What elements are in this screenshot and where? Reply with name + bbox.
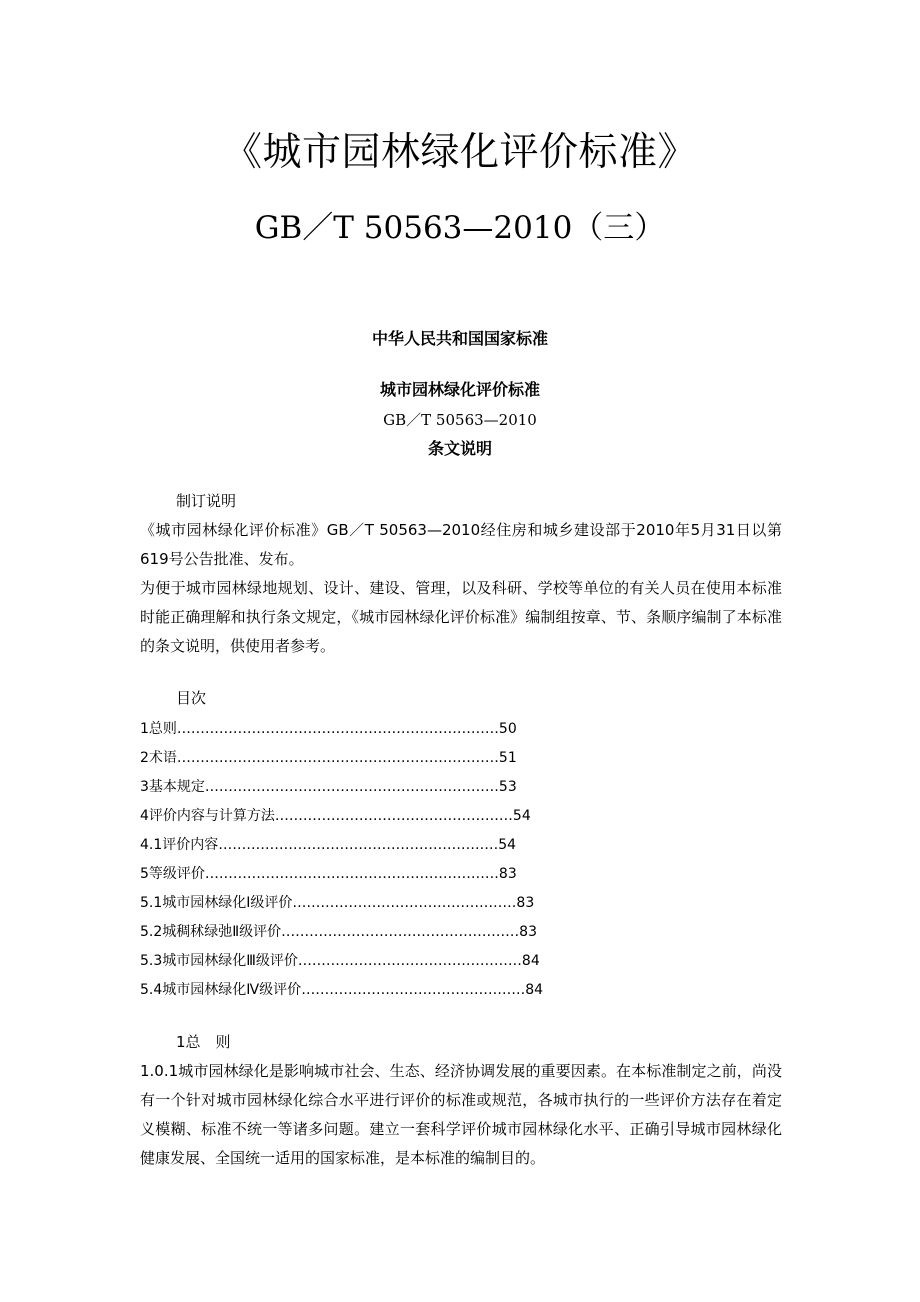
toc-leader-dots: ………………………………………… — [297, 953, 522, 969]
toc-item-page: 50 — [498, 721, 517, 737]
toc-item-label: 2术语 — [140, 750, 177, 766]
toc-item-label: 1总则 — [140, 721, 177, 737]
toc-item-page: 83 — [516, 895, 535, 911]
standard-name: 城市园林绿化评价标准 — [379, 380, 540, 399]
toc-item-page: 53 — [498, 779, 517, 795]
toc-item[interactable] — [140, 715, 600, 744]
toc-item-label: 5.4城市园林绿化Ⅳ级评价 — [140, 982, 302, 998]
toc-item[interactable] — [140, 947, 600, 976]
chapter1-paragraph: 1.0.1城市园林绿化是影响城市社会、生态、经济协调发展的重要因素。在本标准制定之前，尚没有一个针对城市园林绿化综合水平进行评价的标准或规范，各城市执行的一些评价方法存在着定义模糊、标准不统一等诸多问题。建立一套科学评价城市园林绿化水平、正确引导城市园林绿化健康发展、全国统一适用的国家标准，是本标准的编制目的。 — [140, 1062, 782, 1167]
toc-item-label: 5等级评价 — [140, 866, 205, 882]
toc-item-page: 83 — [498, 866, 517, 882]
toc-leader-dots: …………………………………………………………… — [176, 721, 499, 737]
document-subtitle: GB／T 50563—2010（三） — [254, 210, 666, 246]
toc-item-page: 54 — [498, 837, 517, 853]
standard-number: GB／T 50563—2010 — [383, 411, 537, 429]
toc-item-page: 51 — [498, 750, 517, 766]
toc-item-page: 84 — [525, 982, 544, 998]
toc-leader-dots: …………………………………………… — [281, 924, 520, 940]
toc-item-label: 3基本规定 — [140, 779, 205, 795]
toc-item[interactable] — [140, 918, 600, 947]
table-of-contents — [140, 715, 600, 1005]
doc-type-heading: 条文说明 — [427, 439, 492, 458]
toc-heading: 目次 — [176, 689, 207, 707]
toc-item[interactable] — [140, 976, 600, 1005]
toc-item[interactable] — [140, 744, 600, 773]
toc-leader-dots: ………………………………………… — [301, 982, 526, 998]
toc-leader-dots: …………………………………………… — [274, 808, 513, 824]
issuer-heading: 中华人民共和国国家标准 — [371, 329, 548, 348]
document-title: 《城市园林绿化评价标准》 — [222, 130, 697, 175]
toc-leader-dots: ……………………………………………………… — [204, 866, 499, 882]
toc-leader-dots: ………………………………………… — [292, 895, 517, 911]
chapter1-heading: 1总 则 — [176, 1033, 231, 1051]
toc-leader-dots: ……………………………………………………… — [204, 779, 499, 795]
toc-leader-dots: …………………………………………………… — [218, 837, 499, 853]
revision-paragraph-2: 为便于城市园林绿地规划、设计、建设、管理，以及科研、学校等单位的有关人员在使用本标准时能正确理解和执行条文规定，《城市园林绿化评价标准》编制组按章、节、条顺序编制了本标准的条文说明，供使用者参考。 — [140, 579, 782, 655]
toc-item-label: 5.2城稠秫绿弛Ⅱ级评价 — [140, 924, 282, 940]
toc-item-page: 54 — [512, 808, 531, 824]
toc-item-label: 4.1评价内容 — [140, 837, 219, 853]
toc-item[interactable] — [140, 860, 600, 889]
toc-item-page: 83 — [519, 924, 537, 940]
revision-heading: 制订说明 — [176, 492, 237, 510]
toc-item[interactable] — [140, 802, 600, 831]
toc-item-page: 84 — [521, 953, 540, 969]
toc-leader-dots: …………………………………………………………… — [176, 750, 499, 766]
toc-item-label: 5.1城市园林绿化Ⅰ级评价 — [140, 895, 293, 911]
toc-item[interactable] — [140, 889, 600, 918]
toc-item-label: 4评价内容与计算方法 — [140, 808, 275, 824]
revision-paragraph-1: 《城市园林绿化评价标准》GB／T 50563—2010经住房和城乡建设部于2010年5月31日以第619号公告批准、发布。 — [140, 521, 782, 568]
toc-item[interactable] — [140, 831, 600, 860]
toc-item[interactable] — [140, 773, 600, 802]
toc-item-label: 5.3城市园林绿化Ⅲ级评价 — [140, 953, 298, 969]
